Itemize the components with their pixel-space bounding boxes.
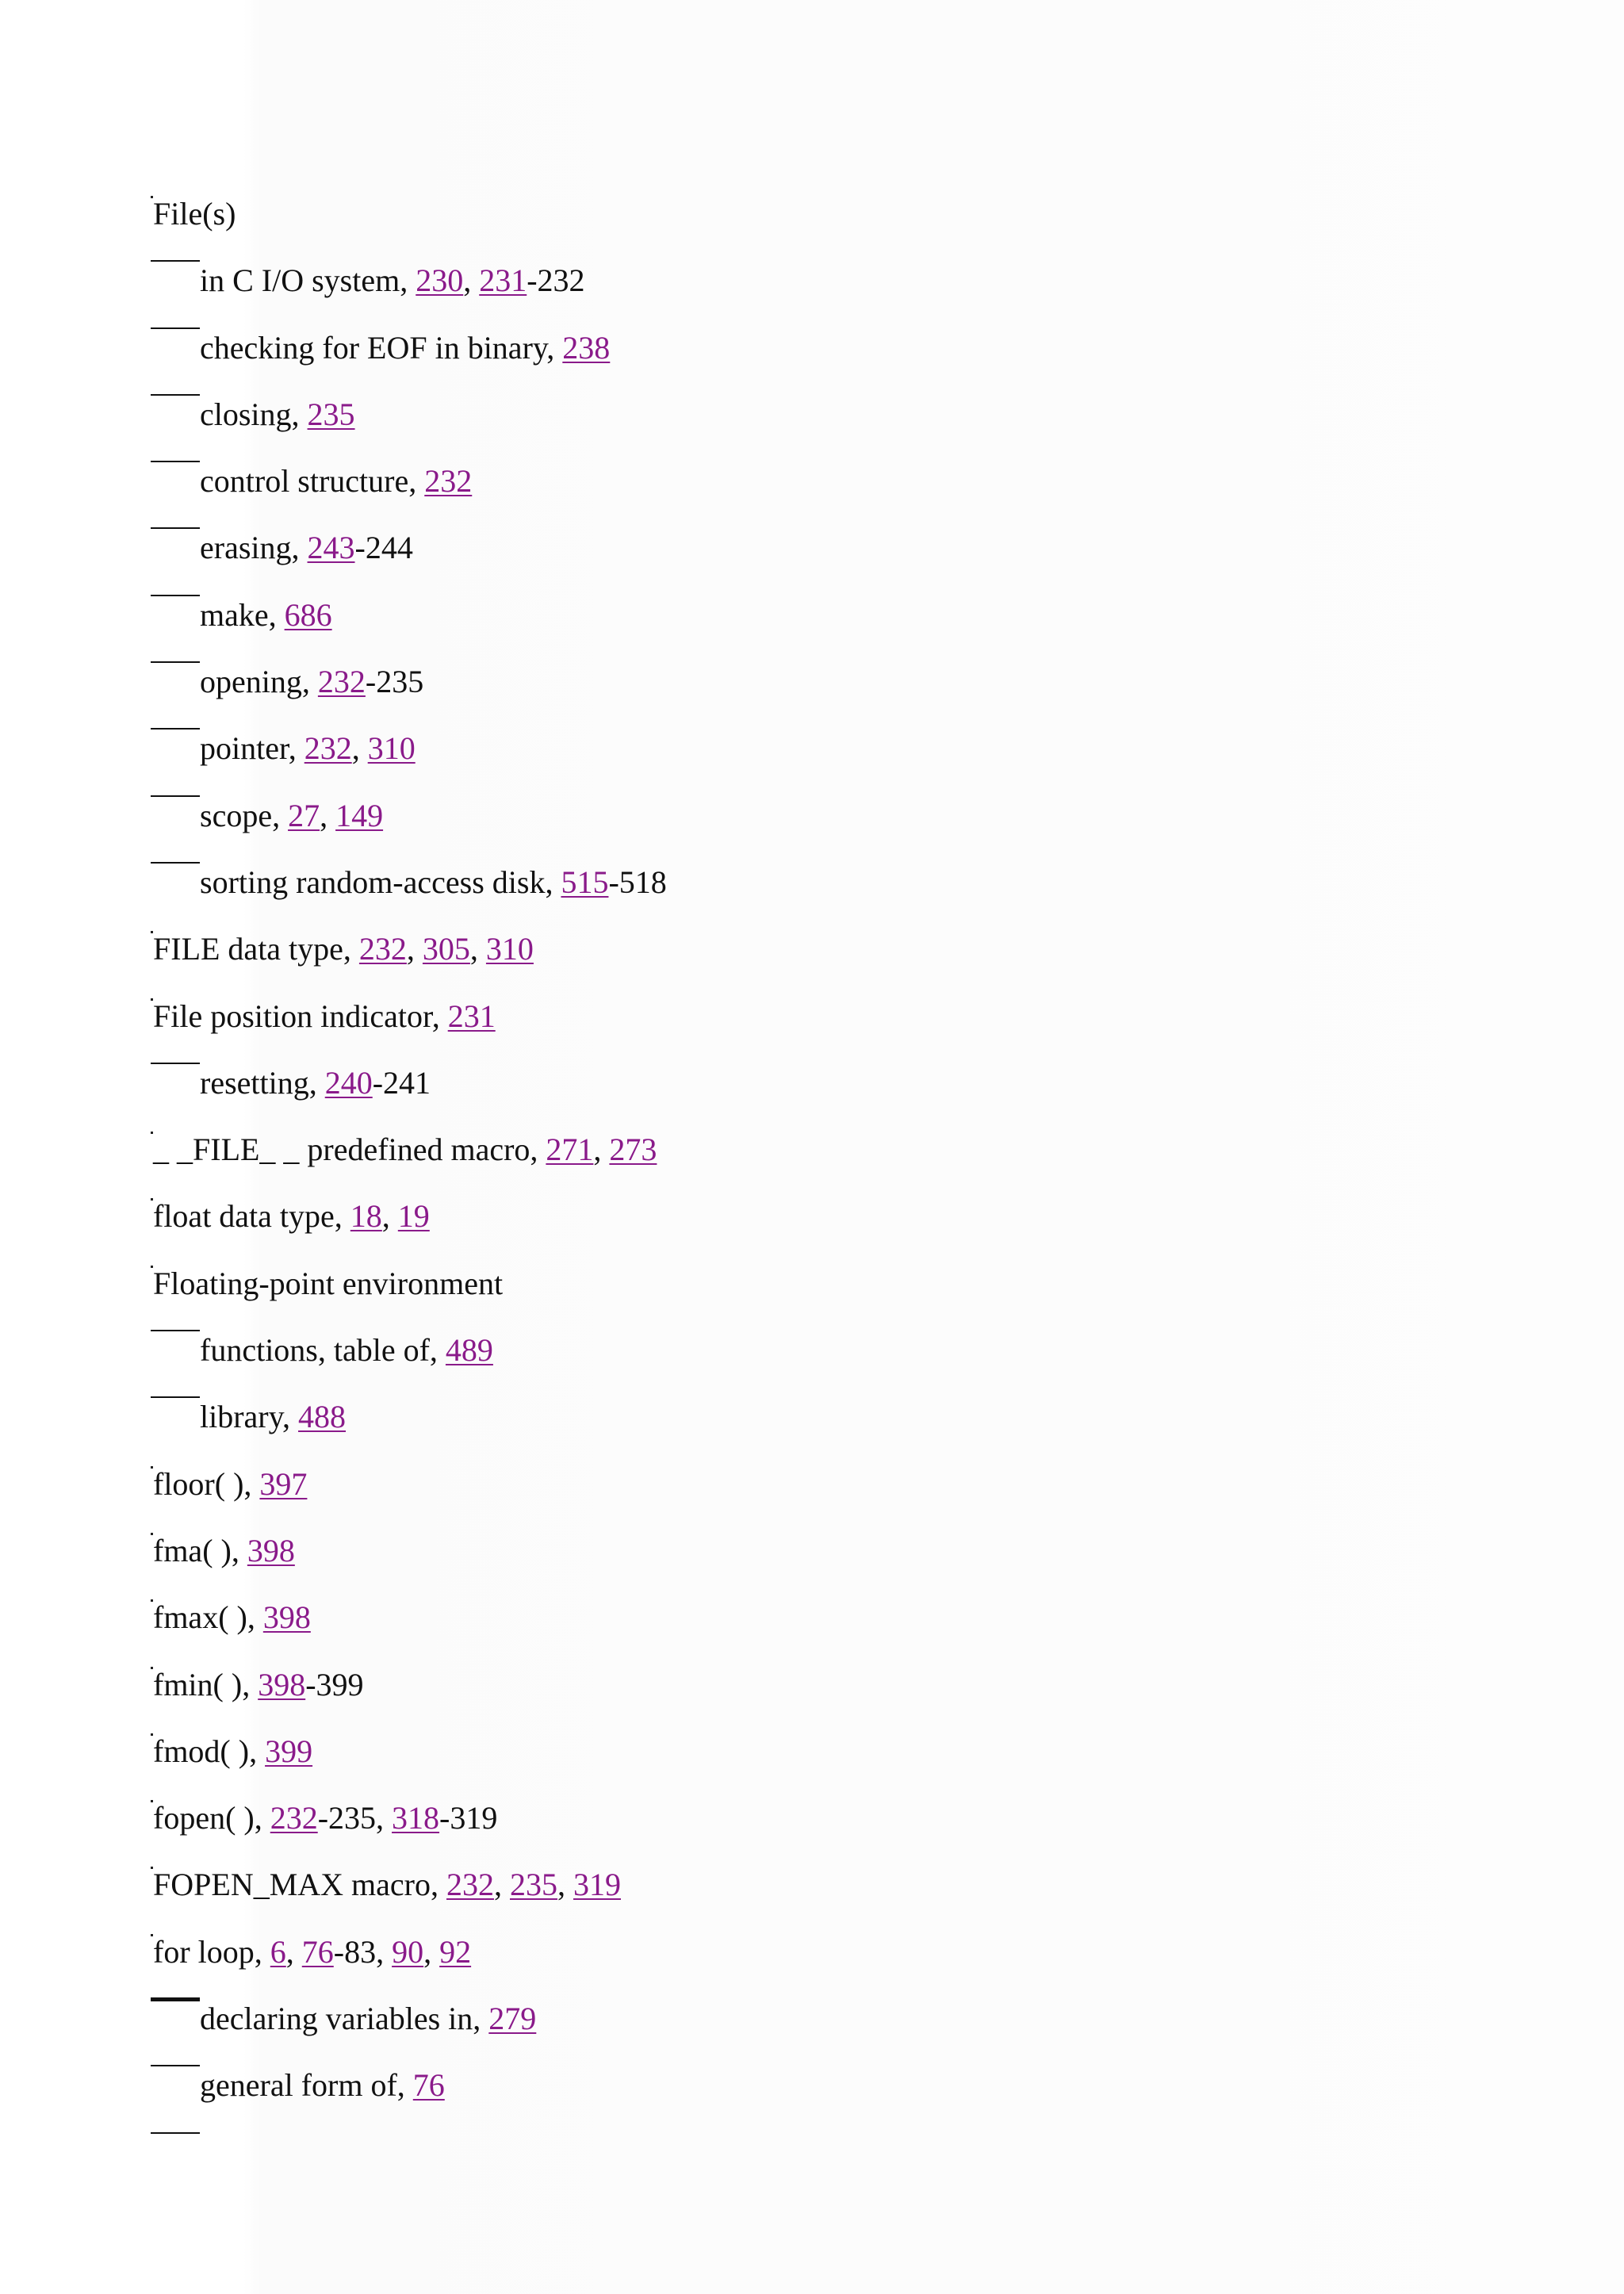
index-entry xyxy=(151,993,1499,1059)
subentry-dash xyxy=(151,527,200,529)
entry-label: checking for EOF in binary, xyxy=(200,329,563,366)
entry-text xyxy=(200,2062,445,2109)
page-link[interactable]: 243 xyxy=(307,530,355,566)
index-entry xyxy=(151,1728,1499,1794)
page-link[interactable]: 488 xyxy=(298,1399,347,1435)
entry-label: File position indicator, xyxy=(153,998,448,1034)
entry-label: -241 xyxy=(372,1064,431,1101)
entry-text xyxy=(153,190,236,238)
entry-label: sorting random-access disk, xyxy=(200,864,561,900)
index-entry xyxy=(151,1126,1499,1193)
subentry-dash xyxy=(151,394,200,396)
entry-label: erasing, xyxy=(200,530,308,566)
index-entry xyxy=(151,1461,1499,1527)
index-subentry xyxy=(151,1327,1499,1393)
entry-label: -235 xyxy=(365,664,424,700)
entry-text xyxy=(153,1461,307,1508)
page-link[interactable]: 318 xyxy=(392,1800,440,1836)
subentry-dash xyxy=(151,260,200,262)
index-entry xyxy=(151,1594,1499,1660)
subentry-dash xyxy=(151,728,200,730)
entry-label: , xyxy=(381,1198,398,1235)
entry-label: for loop, xyxy=(153,1933,270,1970)
index-entry xyxy=(151,1661,1499,1728)
entry-text xyxy=(200,658,423,706)
entry-label: FOPEN_MAX macro, xyxy=(153,1867,446,1903)
index-subentry xyxy=(151,792,1499,859)
page-link[interactable]: 231 xyxy=(479,262,527,299)
page-link[interactable]: 398 xyxy=(262,1599,311,1636)
index-entry xyxy=(151,1794,1499,1861)
subentry-dash xyxy=(151,2065,200,2066)
index-subentry xyxy=(151,1393,1499,1460)
entry-label: fmax( ), xyxy=(153,1599,263,1636)
entry-text xyxy=(200,324,610,372)
page-link[interactable]: 19 xyxy=(397,1198,430,1235)
subentry-dash xyxy=(151,1396,200,1398)
page-link[interactable]: 232 xyxy=(358,931,407,967)
entry-label: -399 xyxy=(305,1666,364,1702)
entry-text xyxy=(153,1728,312,1775)
entry-text xyxy=(153,993,496,1040)
index-subentry xyxy=(151,658,1499,725)
entry-label: fmod( ), xyxy=(153,1733,266,1769)
index-list xyxy=(151,190,1499,2129)
index-entry xyxy=(151,1527,1499,1594)
entry-text xyxy=(200,1327,493,1374)
entry-label: File(s) xyxy=(153,196,236,232)
index-entry xyxy=(151,1193,1499,1259)
entry-label: -319 xyxy=(439,1800,498,1836)
page-link[interactable]: 240 xyxy=(324,1064,373,1101)
index-subentry xyxy=(151,1995,1499,2062)
subentry-dash xyxy=(151,862,200,864)
index-entry xyxy=(151,190,1499,257)
entry-label: opening, xyxy=(200,664,318,700)
entry-label: scope, xyxy=(200,797,289,833)
entry-text xyxy=(153,1527,295,1575)
page-link[interactable]: 686 xyxy=(284,596,332,633)
entry-label: control structure, xyxy=(200,463,425,500)
entry-text xyxy=(200,725,416,772)
entry-label: fmin( ), xyxy=(153,1666,259,1702)
entry-label: general form of, xyxy=(200,2067,413,2104)
index-subentry xyxy=(151,324,1499,391)
index-subentry xyxy=(151,524,1499,591)
index-subentry xyxy=(151,2062,1499,2128)
entry-text xyxy=(153,1661,364,1709)
page-link[interactable]: 232 xyxy=(270,1800,318,1836)
entry-text xyxy=(153,1126,657,1174)
entry-label: -518 xyxy=(608,864,667,900)
entry-label: , xyxy=(463,262,480,299)
page-link[interactable]: 319 xyxy=(573,1867,621,1903)
entry-text xyxy=(153,925,534,973)
subentry-dash xyxy=(151,1997,200,2001)
index-subentry xyxy=(151,391,1499,458)
page-link[interactable]: 279 xyxy=(488,2001,537,2037)
subentry-dash xyxy=(151,595,200,596)
index-subentry xyxy=(151,859,1499,925)
index-subentry xyxy=(151,725,1499,791)
page-link[interactable]: 238 xyxy=(562,329,611,366)
subentry-dash xyxy=(151,327,200,329)
entry-text xyxy=(200,592,332,639)
entry-label: -83, xyxy=(333,1933,393,1970)
entry-text xyxy=(153,1260,503,1308)
subentry-dash xyxy=(151,795,200,797)
entry-label: closing, xyxy=(200,396,308,432)
entry-text xyxy=(200,792,383,840)
entry-label: , xyxy=(285,1933,302,1970)
entry-text xyxy=(200,391,355,439)
page-link[interactable]: 92 xyxy=(439,1933,472,1970)
page-link[interactable]: 27 xyxy=(288,797,320,833)
entry-label: , xyxy=(406,931,423,967)
index-subentry xyxy=(151,592,1499,658)
page-link[interactable]: 398 xyxy=(258,1666,306,1702)
page-link[interactable]: 6 xyxy=(270,1933,286,1970)
index-entry xyxy=(151,925,1499,992)
page-link[interactable]: 397 xyxy=(259,1465,308,1502)
entry-label: , xyxy=(351,730,368,767)
entry-label: -244 xyxy=(354,530,413,566)
subentry-dash xyxy=(151,1330,200,1331)
entry-label: Floating-point environment xyxy=(153,1265,504,1301)
entry-text xyxy=(153,1928,471,1976)
entry-text xyxy=(153,1861,621,1909)
entry-label: make, xyxy=(200,596,285,633)
page-link[interactable]: 489 xyxy=(445,1332,493,1369)
entry-text xyxy=(200,257,585,304)
page-link[interactable]: 231 xyxy=(447,998,496,1034)
page-link[interactable]: 271 xyxy=(546,1132,594,1168)
index-entry xyxy=(151,1260,1499,1327)
page-link[interactable]: 149 xyxy=(335,797,384,833)
index-entry xyxy=(151,1861,1499,1928)
entry-label: -235, xyxy=(317,1800,393,1836)
page-link[interactable]: 273 xyxy=(609,1132,657,1168)
entry-label: declaring variables in, xyxy=(200,2001,489,2037)
continuation-dash xyxy=(151,2132,200,2134)
page-link[interactable]: 76 xyxy=(301,1933,334,1970)
page-link[interactable]: 235 xyxy=(509,1867,557,1903)
entry-label: , xyxy=(557,1867,573,1903)
page-link[interactable]: 76 xyxy=(412,2067,445,2104)
entry-label: float data type, xyxy=(153,1198,350,1235)
subentry-dash xyxy=(151,1063,200,1064)
entry-label: fopen( ), xyxy=(153,1800,270,1836)
entry-label: floor( ), xyxy=(153,1465,260,1502)
index-subentry xyxy=(151,257,1499,324)
page-link[interactable]: 310 xyxy=(485,931,534,967)
entry-label: in C I/O system, xyxy=(200,262,416,299)
entry-text xyxy=(153,1794,497,1842)
entry-label: pointer, xyxy=(200,730,304,767)
entry-text xyxy=(200,524,413,572)
entry-label: , xyxy=(593,1132,610,1168)
page-link[interactable]: 232 xyxy=(446,1867,494,1903)
page-link[interactable]: 230 xyxy=(416,262,464,299)
entry-label: -232 xyxy=(527,262,585,299)
entry-text xyxy=(200,1995,536,2043)
subentry-dash xyxy=(151,661,200,663)
page-link[interactable]: 232 xyxy=(317,664,366,700)
page-link[interactable]: 232 xyxy=(304,730,352,767)
page-link[interactable]: 398 xyxy=(247,1532,295,1568)
entry-text xyxy=(153,1193,430,1240)
page-link[interactable]: 399 xyxy=(265,1733,313,1769)
entry-label: fma( ), xyxy=(153,1532,247,1568)
entry-text xyxy=(200,1059,431,1107)
index-entry xyxy=(151,1928,1499,1995)
entry-label: library, xyxy=(200,1399,299,1435)
entry-label: , xyxy=(320,797,336,833)
page-link[interactable]: 310 xyxy=(367,730,416,767)
entry-label: , xyxy=(469,931,486,967)
index-subentry xyxy=(151,1059,1499,1126)
entry-text xyxy=(200,859,667,906)
entry-label: , xyxy=(493,1867,510,1903)
index-subentry xyxy=(151,458,1499,524)
entry-label: functions, table of, xyxy=(200,1332,446,1369)
entry-label: _ _FILE_ _ predefined macro, xyxy=(153,1132,546,1168)
page-link[interactable]: 235 xyxy=(307,396,355,432)
entry-label: resetting, xyxy=(200,1064,325,1101)
page-link[interactable]: 305 xyxy=(422,931,470,967)
page-link[interactable]: 90 xyxy=(392,1933,424,1970)
page-link[interactable]: 18 xyxy=(350,1198,382,1235)
entry-text xyxy=(153,1594,311,1641)
entry-text xyxy=(200,1393,346,1441)
entry-label: , xyxy=(423,1933,440,1970)
page-link[interactable]: 232 xyxy=(424,463,473,500)
entry-label: FILE data type, xyxy=(153,931,359,967)
subentry-dash xyxy=(151,461,200,462)
page-link[interactable]: 515 xyxy=(561,864,609,900)
entry-text xyxy=(200,458,472,505)
